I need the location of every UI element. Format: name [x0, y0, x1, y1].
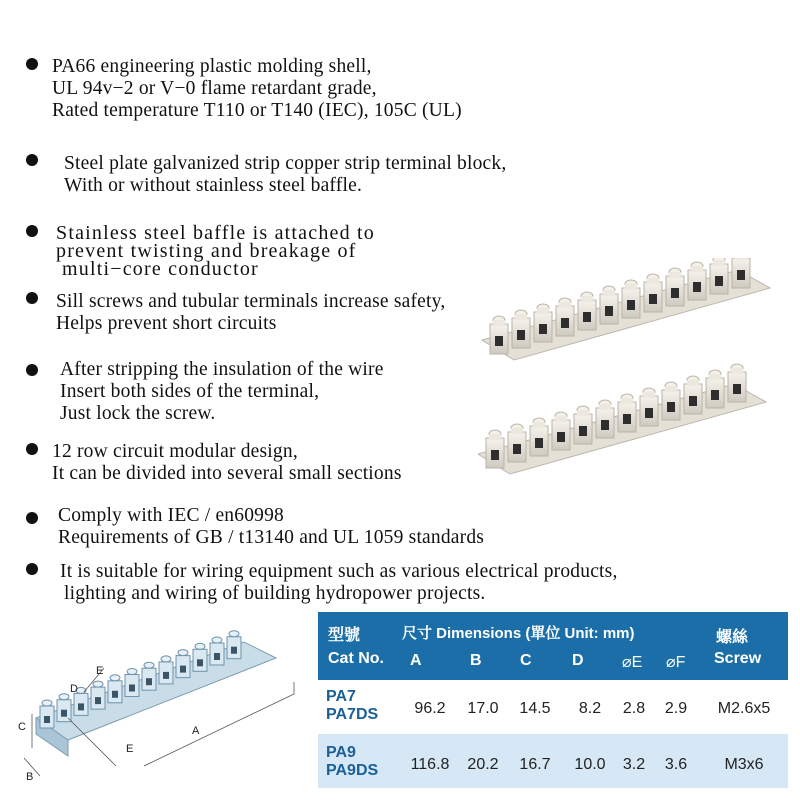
cell-f: 2.9 [664, 700, 688, 717]
cell-c: 14.5 [519, 700, 551, 717]
feature-text: Stainless steel baffle is attached to [56, 222, 375, 244]
cell-a: 96.2 [414, 700, 446, 717]
cell-a: 116.8 [410, 756, 450, 773]
header-screw-cn: 螺絲 [716, 629, 749, 646]
cell-b: 20.2 [467, 756, 499, 773]
dimension-drawing [14, 622, 304, 792]
feature-text: After stripping the insulation of the wire [60, 359, 384, 380]
dim-label-e-bottom: E [126, 743, 134, 755]
cell-d: 8.2 [578, 700, 602, 717]
header-screw-en: Screw [714, 650, 762, 667]
dim-label-c: C [18, 721, 26, 733]
cell-b: 17.0 [467, 700, 499, 717]
header-col-a: A [410, 652, 422, 669]
dim-label-a: A [192, 725, 200, 737]
bullet-dot-icon [26, 512, 38, 524]
cell-d: 10.0 [574, 756, 606, 773]
feature-text: It can be divided into several small sections [52, 463, 402, 484]
header-model-en: Cat No. [328, 650, 384, 667]
table-row [318, 734, 788, 788]
feature-text: Sill screws and tubular terminals increase safety, [56, 291, 446, 312]
feature-text: Rated temperature T110 or T140 (IEC), 105C (UL) [52, 100, 462, 121]
bullet-dot-icon [26, 443, 38, 455]
cat-no: PA9 [326, 744, 356, 761]
dim-label-e-top: E [96, 665, 104, 677]
cat-no: PA7 [326, 688, 356, 705]
bullet-dot-icon [26, 364, 38, 376]
header-col-f: ⌀F [666, 654, 686, 671]
feature-text: Comply with IEC / en60998 [58, 505, 284, 526]
feature-text: prevent twisting and breakage of [56, 240, 357, 262]
cell-f: 3.6 [664, 756, 688, 773]
cell-e: 3.2 [622, 756, 646, 773]
feature-text: With or without stainless steel baffle. [64, 175, 363, 196]
header-col-b: B [470, 652, 482, 669]
bullet-dot-icon [26, 154, 38, 166]
header-col-e: ⌀E [622, 654, 643, 671]
dim-label-d: D [70, 683, 78, 695]
cell-screw: M2.6x5 [717, 700, 771, 717]
bullet-dot-icon [26, 58, 38, 70]
feature-text: lighting and wiring of building hydropower projects. [64, 583, 486, 604]
cat-no: PA7DS [326, 706, 379, 723]
feature-text: Helps prevent short circuits [56, 313, 277, 334]
feature-text: Insert both sides of the terminal, [60, 381, 320, 402]
dim-label-b: B [26, 771, 34, 783]
feature-text: Requirements of GB / t13140 and UL 1059 standards [58, 527, 485, 548]
terminal-block-photo [478, 258, 778, 486]
feature-text: PA66 engineering plastic molding shell, [52, 56, 372, 77]
feature-text: 12 row circuit modular design, [52, 441, 298, 462]
table-row [318, 680, 788, 734]
header-model-cn: 型號 [328, 627, 361, 644]
header-col-d: D [572, 652, 584, 669]
table-header [318, 612, 788, 680]
bullet-dot-icon [26, 225, 38, 237]
feature-text: multi−core conductor [62, 258, 259, 280]
feature-text: It is suitable for wiring equipment such as various electrical products, [60, 561, 618, 582]
spec-table [318, 612, 788, 788]
bullet-dot-icon [26, 563, 38, 575]
feature-text: UL 94v−2 or V−0 flame retardant grade, [52, 78, 377, 99]
feature-text: Just lock the screw. [60, 403, 216, 424]
header-dimensions: 尺寸 Dimensions (單位 Unit: mm) [402, 625, 635, 642]
feature-text: Steel plate galvanized strip copper strip terminal block, [64, 153, 507, 174]
header-col-c: C [520, 652, 532, 669]
bullet-dot-icon [26, 292, 38, 304]
cell-screw: M3x6 [724, 756, 764, 773]
cell-c: 16.7 [519, 756, 551, 773]
cat-no: PA9DS [326, 762, 379, 779]
cell-e: 2.8 [622, 700, 646, 717]
